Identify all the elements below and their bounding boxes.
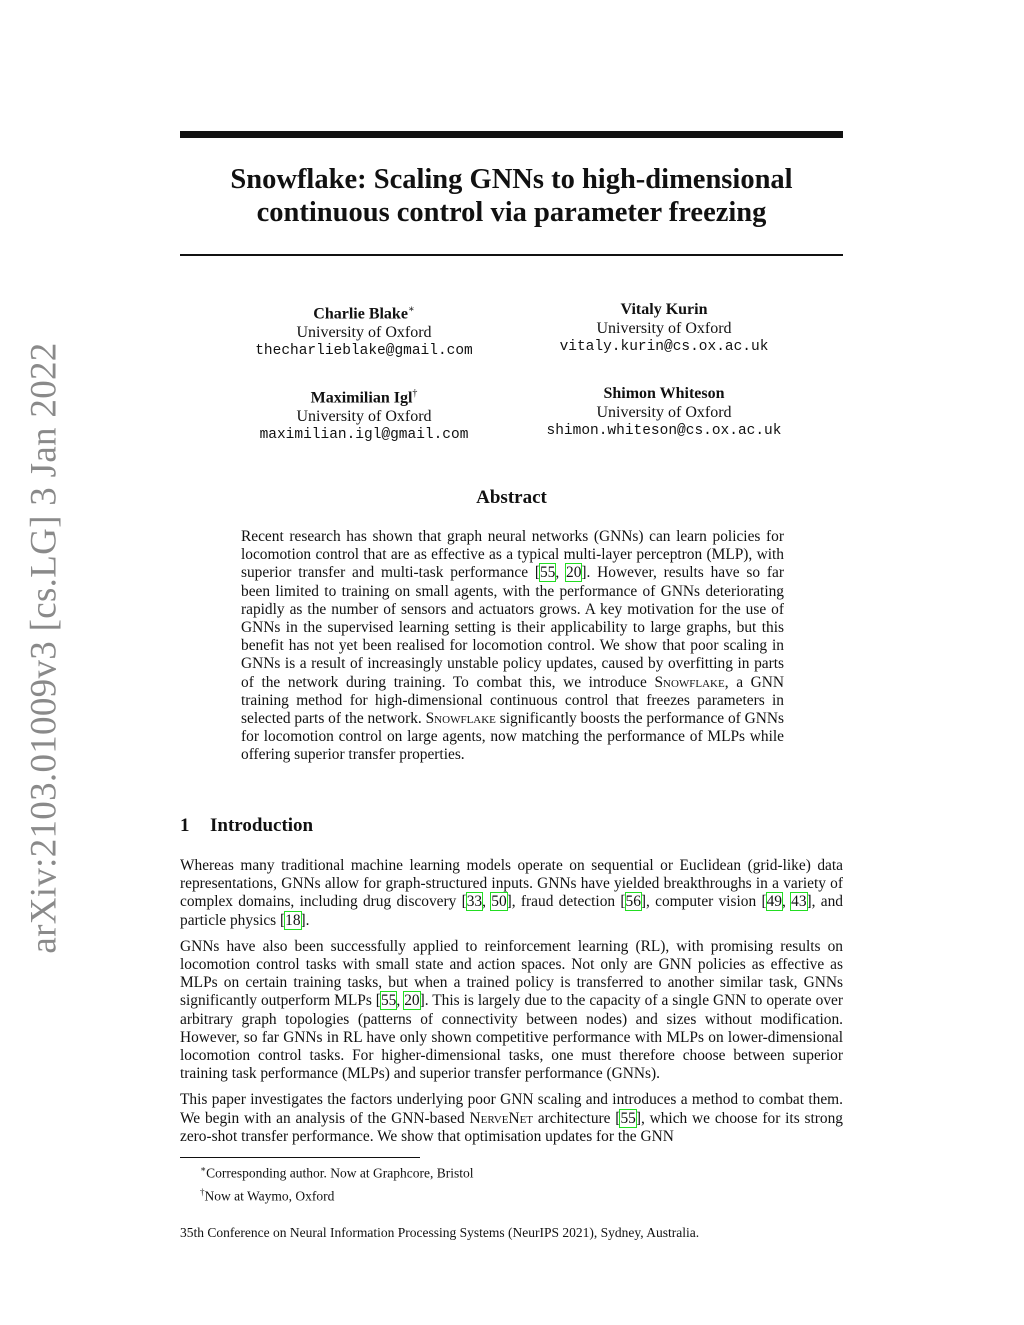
- author-name: Maximilian Igl†: [310, 388, 418, 407]
- citation-link[interactable]: 20: [566, 564, 582, 582]
- citation-link[interactable]: 50: [491, 893, 507, 911]
- introduction-body: [180, 857, 843, 1154]
- architecture-name: NerveNet: [469, 1109, 534, 1127]
- abstract-heading: Abstract: [476, 487, 547, 508]
- footnote: ∗Corresponding author. Now at Graphcore, Bristol: [200, 1164, 474, 1181]
- paragraph: This paper investigates the factors underlying poor GNN scaling and introduces a method to combat them. We begin with an analysis of the GNN-based NerveNet architecture [55], which we choose for its strong zero-shot transfer performance. We show that optimisation updates for the GNN: [180, 1091, 843, 1145]
- author-name: Vitaly Kurin: [620, 301, 708, 318]
- author-name: Charlie Blake∗: [313, 304, 415, 323]
- author-affiliation: University of Oxford: [296, 408, 432, 426]
- paragraph: GNNs have also been successfully applied to reinforcement learning (RL), with promising results on locomotion control tasks with small state and action spaces. Not only are GNN policies as effective as MLPs on certain training tasks, but when a trained policy is transferred to another similar task, GNNs significantly outperform MLPs [55, 20]. This is largely due to the capacity of a single GNN to operate over arbitrary graph topologies (patterns of connectivity between nodes) and sizes without modification. However, so far GNNs in RL have only shown competitive performance with MLPs on lower-dimensional locomotion control tasks. For higher-dimensional tasks, one must therefore choose between superior training task performance (MLPs) and superior transfer performance (GNNs).: [180, 937, 843, 1083]
- citation-link[interactable]: 20: [404, 992, 420, 1010]
- footnote: †Now at Waymo, Oxford: [200, 1186, 335, 1203]
- citation-link[interactable]: 43: [791, 893, 807, 911]
- author-block: [204, 384, 524, 445]
- author-affiliation: University of Oxford: [296, 324, 432, 342]
- author-name: Shimon Whiteson: [603, 385, 725, 402]
- section-heading-introduction: [180, 815, 313, 837]
- citation-link[interactable]: 55: [380, 992, 397, 1010]
- author-email[interactable]: shimon.whiteson@cs.ox.ac.uk: [546, 423, 782, 439]
- paper-title: [180, 163, 843, 229]
- citation-link[interactable]: 56: [625, 893, 641, 911]
- footnote-mark: †: [412, 388, 418, 399]
- author-email[interactable]: vitaly.kurin@cs.ox.ac.uk: [559, 339, 769, 355]
- citation-link[interactable]: 33: [466, 893, 483, 911]
- citation-link[interactable]: 55: [539, 564, 556, 582]
- author-email[interactable]: maximilian.igl@gmail.com: [259, 427, 469, 444]
- author-email[interactable]: thecharlieblake@gmail.com: [255, 343, 473, 360]
- title-line-1: Snowflake: Scaling GNNs to high-dimensional: [230, 164, 793, 195]
- citation-link[interactable]: 49: [766, 893, 782, 911]
- citation-link[interactable]: 18: [285, 911, 301, 929]
- author-affiliation: University of Oxford: [596, 404, 732, 421]
- footnotes: [180, 1160, 843, 1205]
- author-block: [504, 300, 824, 357]
- title-rule-top: [180, 131, 843, 138]
- abstract-text: Recent research has shown that graph neural networks (GNNs) can learn policies for locomotion control that are as effective as a typical multi-layer perceptron (MLP), with superior transfer and multi-task performance [55, 20]. However, results have so far been limited to training on small agents, with the performance of GNNs deteriorating rapidly as the number of sensors and actuators grows. A key motivation for the use of GNNs in the supervised learning setting is their applicability to large graphs, but this benefit has not yet been realised for locomotion control. We show that poor scaling in GNNs is a result of increasingly unstable policy updates, caused by overfitting in parts of the network during training. To combat this, we introduce Snowflake, a GNN training method for high-dimensional continuous control that freezes parameters in selected parts of the network. Snowflake significantly boosts the performance of GNNs for locomotion control on large agents, now matching the performance of MLPs while offering superior transfer properties.: [241, 528, 785, 764]
- footnote-rule: [180, 1157, 420, 1158]
- author-affiliation: University of Oxford: [596, 320, 732, 337]
- section-number: 1: [180, 815, 190, 836]
- conference-note: 35th Conference on Neural Information Processing Systems (NeurIPS 2021), Sydney, Australia.: [180, 1225, 700, 1240]
- citation-link[interactable]: 55: [620, 1109, 636, 1127]
- footnote-mark: ∗: [407, 304, 415, 315]
- section-title: Introduction: [210, 815, 314, 836]
- title-line-2: continuous control via parameter freezing: [256, 197, 767, 228]
- method-name: Snowflake: [425, 710, 496, 728]
- paragraph: Whereas many traditional machine learning models operate on sequential or Euclidean (grid-like) data representations, GNNs allow for graph-structured inputs. GNNs have yielded breakthroughs in a variety of complex domains, including drug discovery [33, 50], fraud detection [56], computer vision [49, 43], and particle physics [18].: [180, 857, 843, 929]
- author-block: [204, 300, 524, 361]
- method-name: Snowflake: [654, 673, 725, 691]
- title-rule-bottom: [180, 254, 843, 256]
- author-block: [504, 384, 824, 441]
- arxiv-identifier-stamp: arXiv:2103.01009v3 [cs.LG] 3 Jan 2022: [23, 342, 65, 954]
